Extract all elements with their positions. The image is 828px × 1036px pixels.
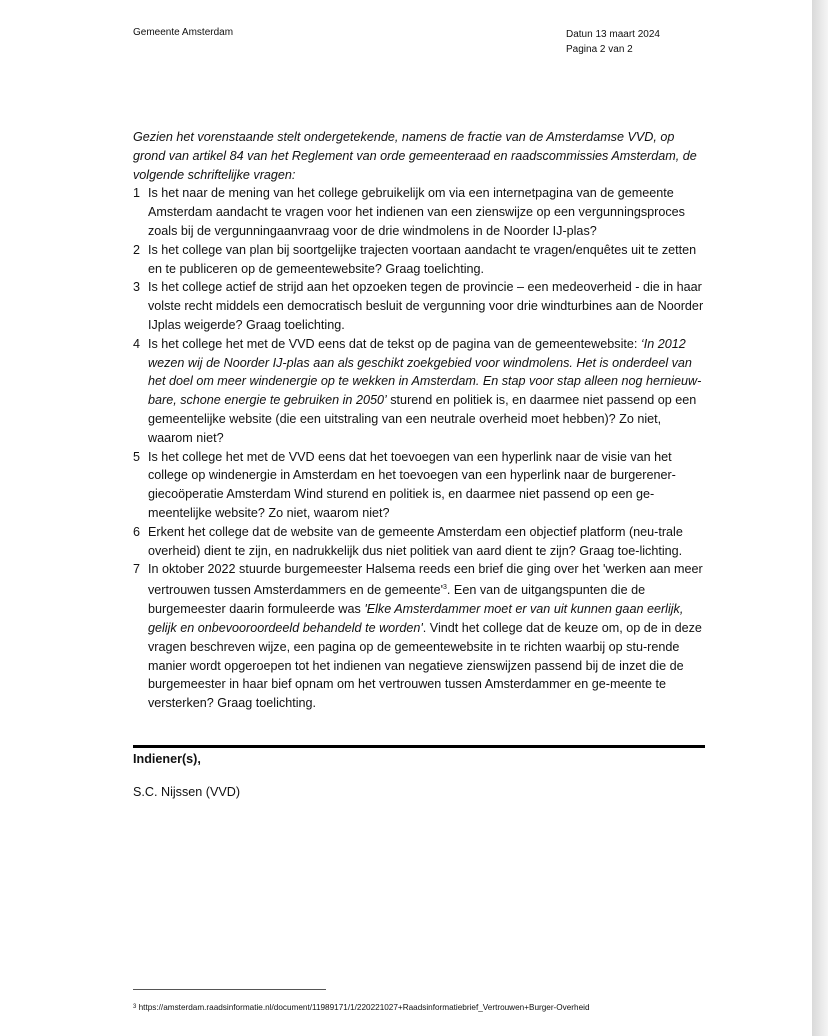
questions-body bbox=[133, 128, 705, 713]
question-item bbox=[133, 523, 705, 561]
question-text: Erkent het college dat de website van de gemeente Amsterdam een objectief platform (neu-trale overheid) dient te zijn, en nadrukkelijk dus niet politiek van aard dient te zijn? Graag toe-lichting. bbox=[148, 524, 683, 558]
intro-paragraph: Gezien het vorenstaande stelt ondergetekende, namens de fractie van de Amsterdamse VVD, op grond van artikel 84 van het Reglement van orde gemeenteraad en raadscommissies Amsterdam, de volgende schriftelijke vragen: bbox=[133, 130, 697, 182]
header-meta bbox=[566, 27, 660, 57]
question-text bbox=[148, 560, 705, 713]
header-organization: Gemeente Amsterdam bbox=[133, 27, 234, 38]
question-text: Is het college actief de strijd aan het opzoeken tegen de provincie – een medeoverheid - die in haar volste recht middels een democratisch besluit de vergunning voor drie windturbines aan de Noorder IJplas weigerde? Graag toelichting. bbox=[148, 280, 704, 332]
footnote-link[interactable]: https://amsterdam.raadsinformatie.nl/document/11989171/1/220221027+Raadsinformatiebrief_Vertrouwen+Burger-Overheid bbox=[138, 1003, 590, 1012]
question-number: 5 bbox=[133, 449, 141, 464]
footnote-reference[interactable]: 3 bbox=[443, 584, 447, 592]
submitter-label: Indiener(s), bbox=[133, 752, 201, 766]
footnote bbox=[133, 1003, 590, 1012]
mayor-quote: 'Elke Amsterdammer moet er van uit kunnen gaan eerlijk, gelijk en onbevooroordeeld behandeld te worden' bbox=[148, 602, 684, 635]
footnote-number: 3 bbox=[133, 1004, 137, 1010]
question-item bbox=[133, 335, 705, 448]
header-date: Datun 13 maart 2024 bbox=[566, 29, 660, 40]
footnote-divider bbox=[133, 989, 326, 990]
question-item bbox=[133, 560, 705, 713]
question-number: 2 bbox=[133, 242, 141, 257]
question-item bbox=[133, 241, 705, 279]
submitter-name: S.C. Nijssen (VVD) bbox=[133, 785, 241, 799]
question-number: 6 bbox=[133, 524, 141, 539]
section-divider bbox=[133, 745, 705, 748]
question-number: 4 bbox=[133, 336, 141, 351]
question-text: Is het college het met de VVD eens dat het toevoegen van een hyperlink naar de visie van het college op windenergie in Amsterdam en het toevoegen van een hyperlink naar de burgerener-giecoöperatie Amsterdam Wind sturend en politiek is, en daarmee niet passend op een ge-meentelijke website? Zo niet, waarom niet? bbox=[148, 449, 676, 520]
question-item bbox=[133, 278, 705, 334]
page-edge-shadow bbox=[812, 0, 828, 1036]
header-page-number: Pagina 2 van 2 bbox=[566, 44, 633, 55]
question-text-end: sturend en politiek is, en daarmee niet passend op een gemeentelijke website (die een uitstraling van een neutrale overheid moet hebben)? Zo niet, waarom niet? bbox=[148, 393, 697, 445]
question-number: 1 bbox=[133, 186, 141, 201]
question-text bbox=[148, 335, 705, 448]
question-text-start: In oktober 2022 stuurde burgemeester Halsema reeds een brief die ging over het 'werken aan meer vertrouwen tussen Amsterdammers en de gemeente' bbox=[148, 562, 703, 598]
question-text-middle: . Een van de uitgangspunten die de burgemeester daarin formuleerde was bbox=[148, 583, 646, 617]
question-text-end: . Vindt het college dat de keuze om, op de in deze vragen beschreven wijze, een pagina op de gemeentewebsite in te richten waarbij op stu-rende manier wordt opgeroepen tot het indienen van negatieve zienswijzen passend bij de inzet die de burgemeester in haar bief opnam om het vertrouwen tussen Amsterdammer en ge-meente te versterken? Graag toelichting. bbox=[148, 620, 702, 711]
question-number: 3 bbox=[133, 280, 141, 295]
question-text: Is het naar de mening van het college gebruikelijk om via een internetpagina van de gemeente Amsterdam aandacht te vragen voor het indienen van een zienswijze op een vergunningsproces zoals bij de vergunningaanvraag voor de drie windmolens in de Noorder IJ-plas? bbox=[148, 186, 685, 238]
question-item bbox=[133, 184, 705, 240]
question-number: 7 bbox=[133, 562, 141, 577]
website-quote: ‘In 2012 wezen wij de Noorder IJ-plas aan als geschikt zoekgebied voor windmolens. Het is onderdeel van het doel om meer windenergie op te wekken in Amsterdam. En stap voor stap alleen nog hernieuw-bare, schone energie te gebruiken in 2050’ bbox=[148, 336, 702, 408]
question-text: Is het college van plan bij soortgelijke trajecten voortaan aandacht te vragen/enquêtes uit te zetten en te publiceren op de gemeentewebsite? Graag toelichting. bbox=[148, 242, 697, 276]
question-text-start: Is het college het met de VVD eens dat de tekst op de pagina van de gemeentewebsite: bbox=[148, 336, 641, 351]
question-item bbox=[133, 448, 705, 523]
